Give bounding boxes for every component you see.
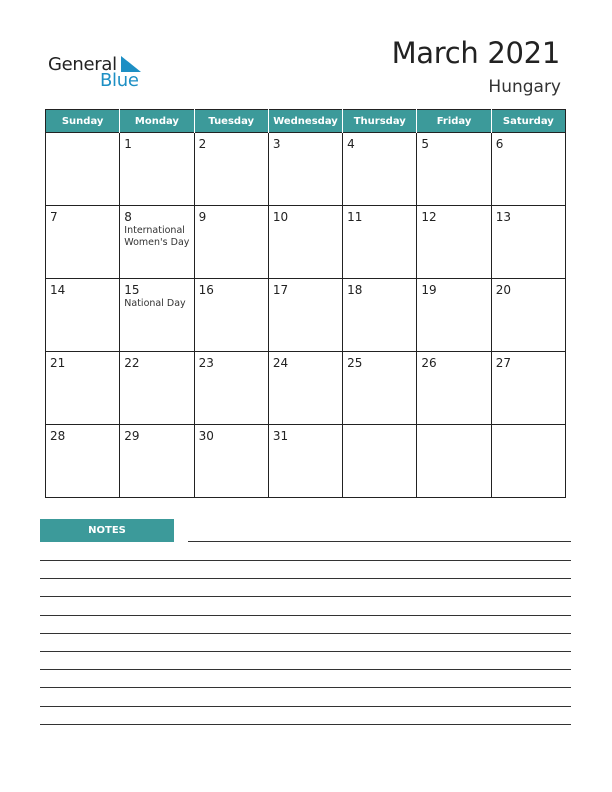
day-number: 29 bbox=[124, 429, 140, 443]
note-line bbox=[40, 669, 571, 670]
country-label: Hungary bbox=[488, 77, 561, 97]
day-number: 15 bbox=[124, 283, 140, 297]
day-number: 28 bbox=[50, 429, 66, 443]
day-cell[interactable] bbox=[46, 206, 120, 279]
day-cell[interactable] bbox=[417, 425, 491, 498]
week-row bbox=[46, 352, 566, 425]
day-number: 14 bbox=[50, 283, 66, 297]
day-cell[interactable] bbox=[268, 279, 342, 352]
day-number: 5 bbox=[421, 137, 430, 151]
day-cell[interactable] bbox=[417, 352, 491, 425]
day-cell[interactable] bbox=[491, 206, 565, 279]
note-line bbox=[40, 706, 571, 707]
day-cell[interactable] bbox=[343, 352, 417, 425]
day-cell[interactable] bbox=[491, 279, 565, 352]
calendar-body bbox=[46, 133, 566, 498]
day-number: 17 bbox=[272, 283, 289, 297]
day-cell[interactable] bbox=[268, 425, 342, 498]
day-cell[interactable] bbox=[194, 279, 268, 352]
day-number: 9 bbox=[198, 210, 207, 224]
day-cell[interactable] bbox=[268, 352, 342, 425]
day-number: 31 bbox=[272, 429, 289, 443]
day-number: 21 bbox=[50, 356, 66, 370]
day-number: 6 bbox=[495, 137, 504, 151]
day-number: 10 bbox=[272, 210, 289, 224]
page-title: March 2021 bbox=[391, 36, 560, 70]
day-number: 16 bbox=[198, 283, 214, 297]
week-row bbox=[46, 206, 566, 279]
day-number: 22 bbox=[124, 356, 140, 370]
weekday-wednesday: Wednesday bbox=[268, 110, 342, 133]
weekday-saturday: Saturday bbox=[491, 110, 565, 133]
day-cell[interactable] bbox=[417, 279, 491, 352]
note-line bbox=[40, 596, 571, 597]
logo-text-blue: Blue bbox=[100, 70, 139, 91]
day-cell[interactable] bbox=[194, 425, 268, 498]
notes-header: NOTES bbox=[40, 519, 174, 542]
week-row bbox=[46, 133, 566, 206]
day-cell[interactable] bbox=[343, 133, 417, 206]
note-line bbox=[40, 615, 571, 616]
day-number: 12 bbox=[421, 210, 437, 224]
day-cell[interactable] bbox=[194, 206, 268, 279]
day-number: 4 bbox=[347, 137, 355, 151]
day-cell[interactable] bbox=[491, 425, 565, 498]
weekday-thursday: Thursday bbox=[343, 110, 417, 133]
day-cell[interactable] bbox=[120, 279, 194, 352]
weekday-tuesday: Tuesday bbox=[194, 110, 268, 133]
day-number: 20 bbox=[495, 283, 511, 297]
note-line bbox=[40, 724, 571, 725]
note-line bbox=[40, 578, 571, 579]
day-cell[interactable] bbox=[120, 206, 194, 279]
week-row bbox=[46, 279, 566, 352]
day-number: 1 bbox=[124, 137, 132, 151]
weekday-sunday: Sunday bbox=[46, 110, 120, 133]
day-cell[interactable] bbox=[194, 352, 268, 425]
day-cell[interactable] bbox=[268, 206, 342, 279]
day-cell[interactable] bbox=[343, 279, 417, 352]
calendar-grid bbox=[45, 109, 566, 498]
weekday-header-row bbox=[46, 110, 566, 133]
day-number: 18 bbox=[347, 283, 363, 297]
logo-text-general: General bbox=[48, 54, 117, 75]
day-cell[interactable] bbox=[491, 352, 565, 425]
day-cell[interactable] bbox=[120, 425, 194, 498]
day-number: 24 bbox=[272, 356, 289, 370]
day-number: 11 bbox=[347, 210, 363, 224]
day-cell[interactable] bbox=[46, 425, 120, 498]
day-number: 3 bbox=[272, 137, 281, 151]
week-row bbox=[46, 425, 566, 498]
day-number: 13 bbox=[495, 210, 511, 224]
day-cell[interactable] bbox=[343, 206, 417, 279]
day-number: 25 bbox=[347, 356, 363, 370]
note-line bbox=[188, 541, 571, 542]
day-cell[interactable] bbox=[46, 279, 120, 352]
day-number: 30 bbox=[198, 429, 214, 443]
day-number: 27 bbox=[495, 356, 511, 370]
day-cell[interactable] bbox=[268, 133, 342, 206]
day-cell[interactable] bbox=[417, 133, 491, 206]
weekday-monday: Monday bbox=[120, 110, 194, 133]
day-cell[interactable] bbox=[120, 133, 194, 206]
day-number: 2 bbox=[198, 137, 207, 151]
day-cell[interactable] bbox=[46, 352, 120, 425]
note-line bbox=[40, 560, 571, 561]
day-cell[interactable] bbox=[417, 206, 491, 279]
holiday-label: International Women's Day bbox=[124, 225, 190, 248]
day-number: 8 bbox=[124, 210, 132, 224]
day-cell[interactable] bbox=[120, 352, 194, 425]
logo bbox=[48, 52, 158, 92]
day-number: 7 bbox=[50, 210, 58, 224]
day-cell[interactable] bbox=[343, 425, 417, 498]
note-line bbox=[40, 651, 571, 652]
day-cell[interactable] bbox=[46, 133, 120, 206]
holiday-label: National Day bbox=[124, 298, 186, 309]
note-line bbox=[40, 633, 571, 634]
weekday-friday: Friday bbox=[417, 110, 491, 133]
day-number: 19 bbox=[421, 283, 437, 297]
day-cell[interactable] bbox=[194, 133, 268, 206]
note-line bbox=[40, 687, 571, 688]
day-number: 26 bbox=[421, 356, 437, 370]
day-cell[interactable] bbox=[491, 133, 565, 206]
day-number: 23 bbox=[198, 356, 214, 370]
